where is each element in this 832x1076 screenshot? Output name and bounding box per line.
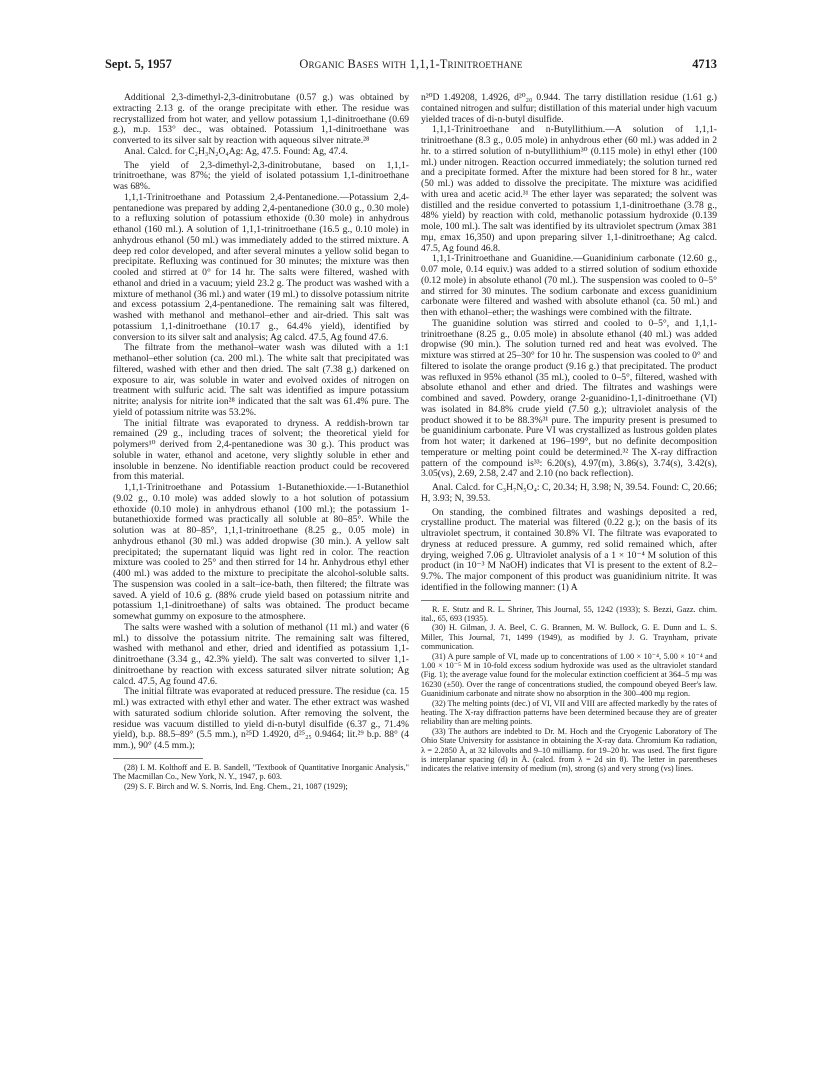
footnote-divider <box>421 600 511 601</box>
paragraph: n²⁰D 1.49208, 1.4926, d²⁰₂₀ 0.944. The tarry distillation residue (1.61 g.) contained nitrogen and sulfur; distillation of this material under high vacuum yielded traces of di-n-butyl disulfide. <box>421 92 717 125</box>
header-date: Sept. 5, 1957 <box>105 57 172 71</box>
footnote: (31) A pure sample of VI, made up to concentrations of 1.00 × 10⁻⁴, 5.00 × 10⁻⁴ and 1.00 × 10⁻⁵ M in 10-fold excess sodium hydroxide was used as the ultraviolet standard (Fig. 1); the average value found for the molecular extinction coefficient at 364–5 mμ was 16230 (±50). Over the range of concentrations studied, the compound obeyed Beer's law. Guanidinium carbonate and nitrate show no absorption in the 300–400 mμ region. <box>421 651 717 699</box>
header-title: Organic Bases with 1,1,1-Trinitroethane <box>299 57 523 71</box>
footnote: (32) The melting points (dec.) of VI, VII and VIII are affected markedly by the rates of heating. The X-ray diffraction patterns have been determined because they are of greater reliability than are melting points. <box>421 698 717 727</box>
page-number: 4713 <box>692 57 717 71</box>
analysis-line: Anal. Calcd. for C₃H₇N₅O₄: C, 20.34; H, 3.98; N, 39.54. Found: C, 20.66; H, 3.93; N, 39.53. <box>421 482 717 504</box>
paragraph: 1,1,1-Trinitroethane and Guanidine.—Guanidinium carbonate (12.60 g., 0.07 mole, 0.14 equiv.) was added to a stirred solution of sodium ethoxide (0.12 mole) in absolute ethanol (70 ml.). The suspension was cooled to 0–5° and stirred for 30 minutes. The sodium carbonate and excess guanidinium carbonate were filtered and washed with absolute ethanol (ca. 50 ml.) and then with ethanol–ether; the washings were combined with the filtrate. <box>421 253 717 318</box>
footnote: (33) The authors are indebted to Dr. M. Hoch and the Cryogenic Laboratory of The Ohio State University for assistance in obtaining the X-ray data. Chromium Kα radiation, λ = 2.2850 Å, at 32 kilovolts and 9–10 milliamp. for 19–20 hr. was used. The first figure is interplanar spacing (d) in Å. (calcd. from λ = 2d sin θ). The letter in parentheses indicates the relative intensity of medium (m), strong (s) and very strong (vs) lines. <box>421 726 717 774</box>
paragraph: The filtrate from the methanol–water wash was diluted with a 1:1 methanol–ether solution (ca. 200 ml.). The white salt that precipitated was filtered, washed with ether and then dried. The salt (7.38 g.) darkened on exposure to air, was soluble in water and evolved oxides of nitrogen on treatment with sulfuric acid. The salt was identified as impure potassium nitrite; analysis for nitrite ion²⁸ indicated that the salt was 61.4% pure. The yield of potassium nitrite was 53.2%. <box>113 342 409 418</box>
paragraph: The salts were washed with a solution of methanol (11 ml.) and water (6 ml.) to dissolve the potassium nitrite. The remaining salt was filtered, washed with methanol and ether, dried and identified as potassium 1,1-dinitroethane (3.34 g., 42.3% yield). The salt was converted to silver 1,1-dinitroethane by reaction with excess saturated silver nitrate solution; Ag calcd. 47.5, Ag found 47.6. <box>113 621 409 687</box>
running-header <box>105 57 717 75</box>
footnote: (28) I. M. Kolthoff and E. B. Sandell, "Textbook of Quantitative Inorganic Analysis," The Macmillan Co., New York, N. Y., 1947, p. 603. <box>113 762 409 782</box>
footnote: (30) H. Gilman, J. A. Beel, C. G. Brannen, M. W. Bullock, G. E. Dunn and L. S. Miller, This Journal, 71, 1499 (1949), as modified by J. G. Traynham, private communication. <box>421 623 717 652</box>
paragraph: The initial filtrate was evaporated at reduced pressure. The residue (ca. 15 ml.) was extracted with ethyl ether and water. The ether extract was washed with saturated sodium chloride solution. After removing the solvent, the residue was vacuum distilled to yield di-n-butyl disulfide (6.37 g., 71.4% yield), b.p. 88.5–89° (5.5 mm.), n²⁵D 1.4920, d²⁵₂₅ 0.9464; lit.²⁹ b.p. 88° (4 mm.), 90° (4.5 mm.); <box>113 686 409 751</box>
paragraph: The guanidine solution was stirred and cooled to 0–5°, and 1,1,1-trinitroethane (8.25 g., 0.05 mole) in absolute ethanol (40 ml.) was added dropwise (90 min.). The solution turned red and heat was evolved. The mixture was stirred at 25–30° for 10 hr. The suspension was cooled to 0° and filtered to isolate the orange product (9.16 g.) that precipitated. The product was refluxed in 95% ethanol (35 ml.), cooled to 0–5°, filtered, washed with absolute ethanol and ether and dried. The filtrates and washings were combined and saved. Powdery, orange 2-guanidino-1,1-dinitroethane (VI) was isolated in 84.8% crude yield (7.50 g.); ultraviolet analysis of the product showed it to be 88.3%³¹ pure. The impurity present is presumed to be guanidinium carbonate. Pure VI was crystallized as lustrous golden plates from hot water; it darkened at 196–199°, but no definite decomposition temperature or melting point could be determined.³² The X-ray diffraction pattern of the compound is³³: 6.20(s), 4.97(m), 3.86(s), 3.74(s), 3.42(s), 3.05(vs), 2.69, 2.58, 2.47 and 2.10 (no back reflection). <box>421 317 717 480</box>
paragraph: 1,1,1-Trinitroethane and Potassium 2,4-Pentanedione.—Potassium 2,4-pentanedione was prepared by adding 2,4-pentanedione (30.0 g., 0.30 mole) to a refluxing solution of potassium ethoxide (0.30 mole) in anhydrous ethanol (160 ml.). A solution of 1,1,1-trinitroethane (16.5 g., 0.10 mole) in anhydrous ethanol (50 ml.) was immediately added to the stirred mixture. A deep red color developed, and after several minutes a yellow solid began to precipitate. Refluxing was continued for 30 minutes; the mixture was then cooled and stirred at 0° for 14 hr. The salts were filtered, washed with ethanol and dried in a vacuum; yield 23.2 g. The product was washed with a mixture of methanol (36 ml.) and water (19 ml.) to dissolve potassium nitrite and excess potassium 2,4-pentanedione. The remaining salt was filtered, washed with methanol and methanol–ether and air-dried. This salt was potassium 1,1-dinitroethane (10.17 g., 64.4% yield), identified by conversion to its silver salt and analysis; Ag calcd. 47.5, Ag found 47.6. <box>113 191 409 343</box>
footnote: R. E. Stutz and R. L. Shriner, This Journal, 55, 1242 (1933); S. Bezzi, Gazz. chim. ital., 65, 693 (1935). <box>421 604 717 623</box>
footnote: (29) S. F. Birch and W. S. Norris, Ind. Eng. Chem., 21, 1087 (1929); <box>124 781 348 791</box>
footnote-divider <box>113 758 203 759</box>
paragraph: Additional 2,3-dimethyl-2,3-dinitrobutane (0.57 g.) was obtained by extracting 2.13 g. of the orange precipitate with ether. The residue was recrystallized from hot water, and yellow potassium 1,1-dinitroethane (0.69 g.), m.p. 153° dec., was obtained. Potassium 1,1-dinitroethane was converted to its silver salt by reaction with aqueous silver nitrate.²⁸ <box>113 92 409 146</box>
paragraph: 1,1,1-Trinitroethane and Potassium 1-Butanethioxide.—1-Butanethiol (9.02 g., 0.10 mole) was added slowly to a hot solution of potassium ethoxide (0.10 mole) in anhydrous ethanol (100 ml.); the potassium 1-butanethioxide formed was practically all soluble at 80–85°. While the solution was at 80–85°, 1,1,1-trinitroethane (8.25 g., 0.05 mole) in anhydrous ethanol (30 ml.) was added dropwise (30 min.). A yellow salt precipitated; the supernatant liquid was light red in color. The reaction mixture was cooled to 25° and then stirred for 14 hr. Anhydrous ethyl ether (400 ml.) was added to the mixture to precipitate the alcohol-soluble salts. The suspension was cooled in a salt–ice-bath, then filtered; the filtrate was saved. A yield of 10.6 g. (88% crude yield based on potassium nitrite and potassium 1,1-dinitroethane) of salts was obtained. The product became somewhat gummy on exposure to the atmosphere. <box>113 482 409 622</box>
left-column <box>113 93 409 791</box>
paragraph: On standing, the combined filtrates and washings deposited a red, crystalline product. The material was filtered (0.22 g.); on the basis of its ultraviolet spectrum, it contained 30.8% VI. The filtrate was evaporated to dryness at reduced pressure. A gummy, red solid remained which, after drying, weighed 7.06 g. Ultraviolet analysis of a 1 × 10⁻⁴ M solution of this product (in 10⁻³ M NaOH) indicates that VI is present to the extent of 8.2–9.7%. The major component of this product was guanidinium nitrite. It was identified in the following manner: (1) A <box>421 506 717 593</box>
right-column <box>421 93 717 774</box>
paragraph: The initial filtrate was evaporated to dryness. A reddish-brown tar remained (29 g., including traces of solvent; the theoretical yield for polymers¹⁰ derived from 2,4-pentanedione was 30 g.). This product was soluble in water, ethanol and acetone, very slightly soluble in ether and insoluble in benzene. No identifiable reaction product could be recovered from this material. <box>113 417 409 483</box>
paragraph: The yield of 2,3-dimethyl-2,3-dinitrobutane, based on 1,1,1-trinitroethane, was 87%; the yield of isolated potassium 1,1-dinitroethane was 68%. <box>113 159 409 192</box>
paragraph: 1,1,1-Trinitroethane and n-Butyllithium.—A solution of 1,1,1-trinitroethane (8.3 g., 0.05 mole) in anhydrous ether (60 ml.) was added in 2 hr. to a stirred solution of n-butyllithium³⁰ (0.115 mole) in ethyl ether (100 ml.) under nitrogen. Reaction occurred immediately; the solution turned red and a precipitate formed. After the mixture had been stored for 8 hr., water (50 ml.) was added to dissolve the precipitate. The mixture was acidified with urea and acetic acid.³¹ The ether layer was separated; the solvent was distilled and the residue converted to potassium 1,1-dinitroethane (3.78 g., 48% yield) by reaction with cold, methanolic potassium hydroxide (0.139 mole, 100 ml.). The salt was identified by its ultraviolet spectrum (λmax 381 mμ, εmax 16,350) and upon preparing silver 1,1-dinitroethane; Ag calcd. 47.5, Ag found 46.8. <box>421 124 717 254</box>
analysis-line: Anal. Calcd. for C₂H₃N₂O₄Ag: Ag, 47.5. Found: Ag, 47.4. <box>124 145 348 157</box>
